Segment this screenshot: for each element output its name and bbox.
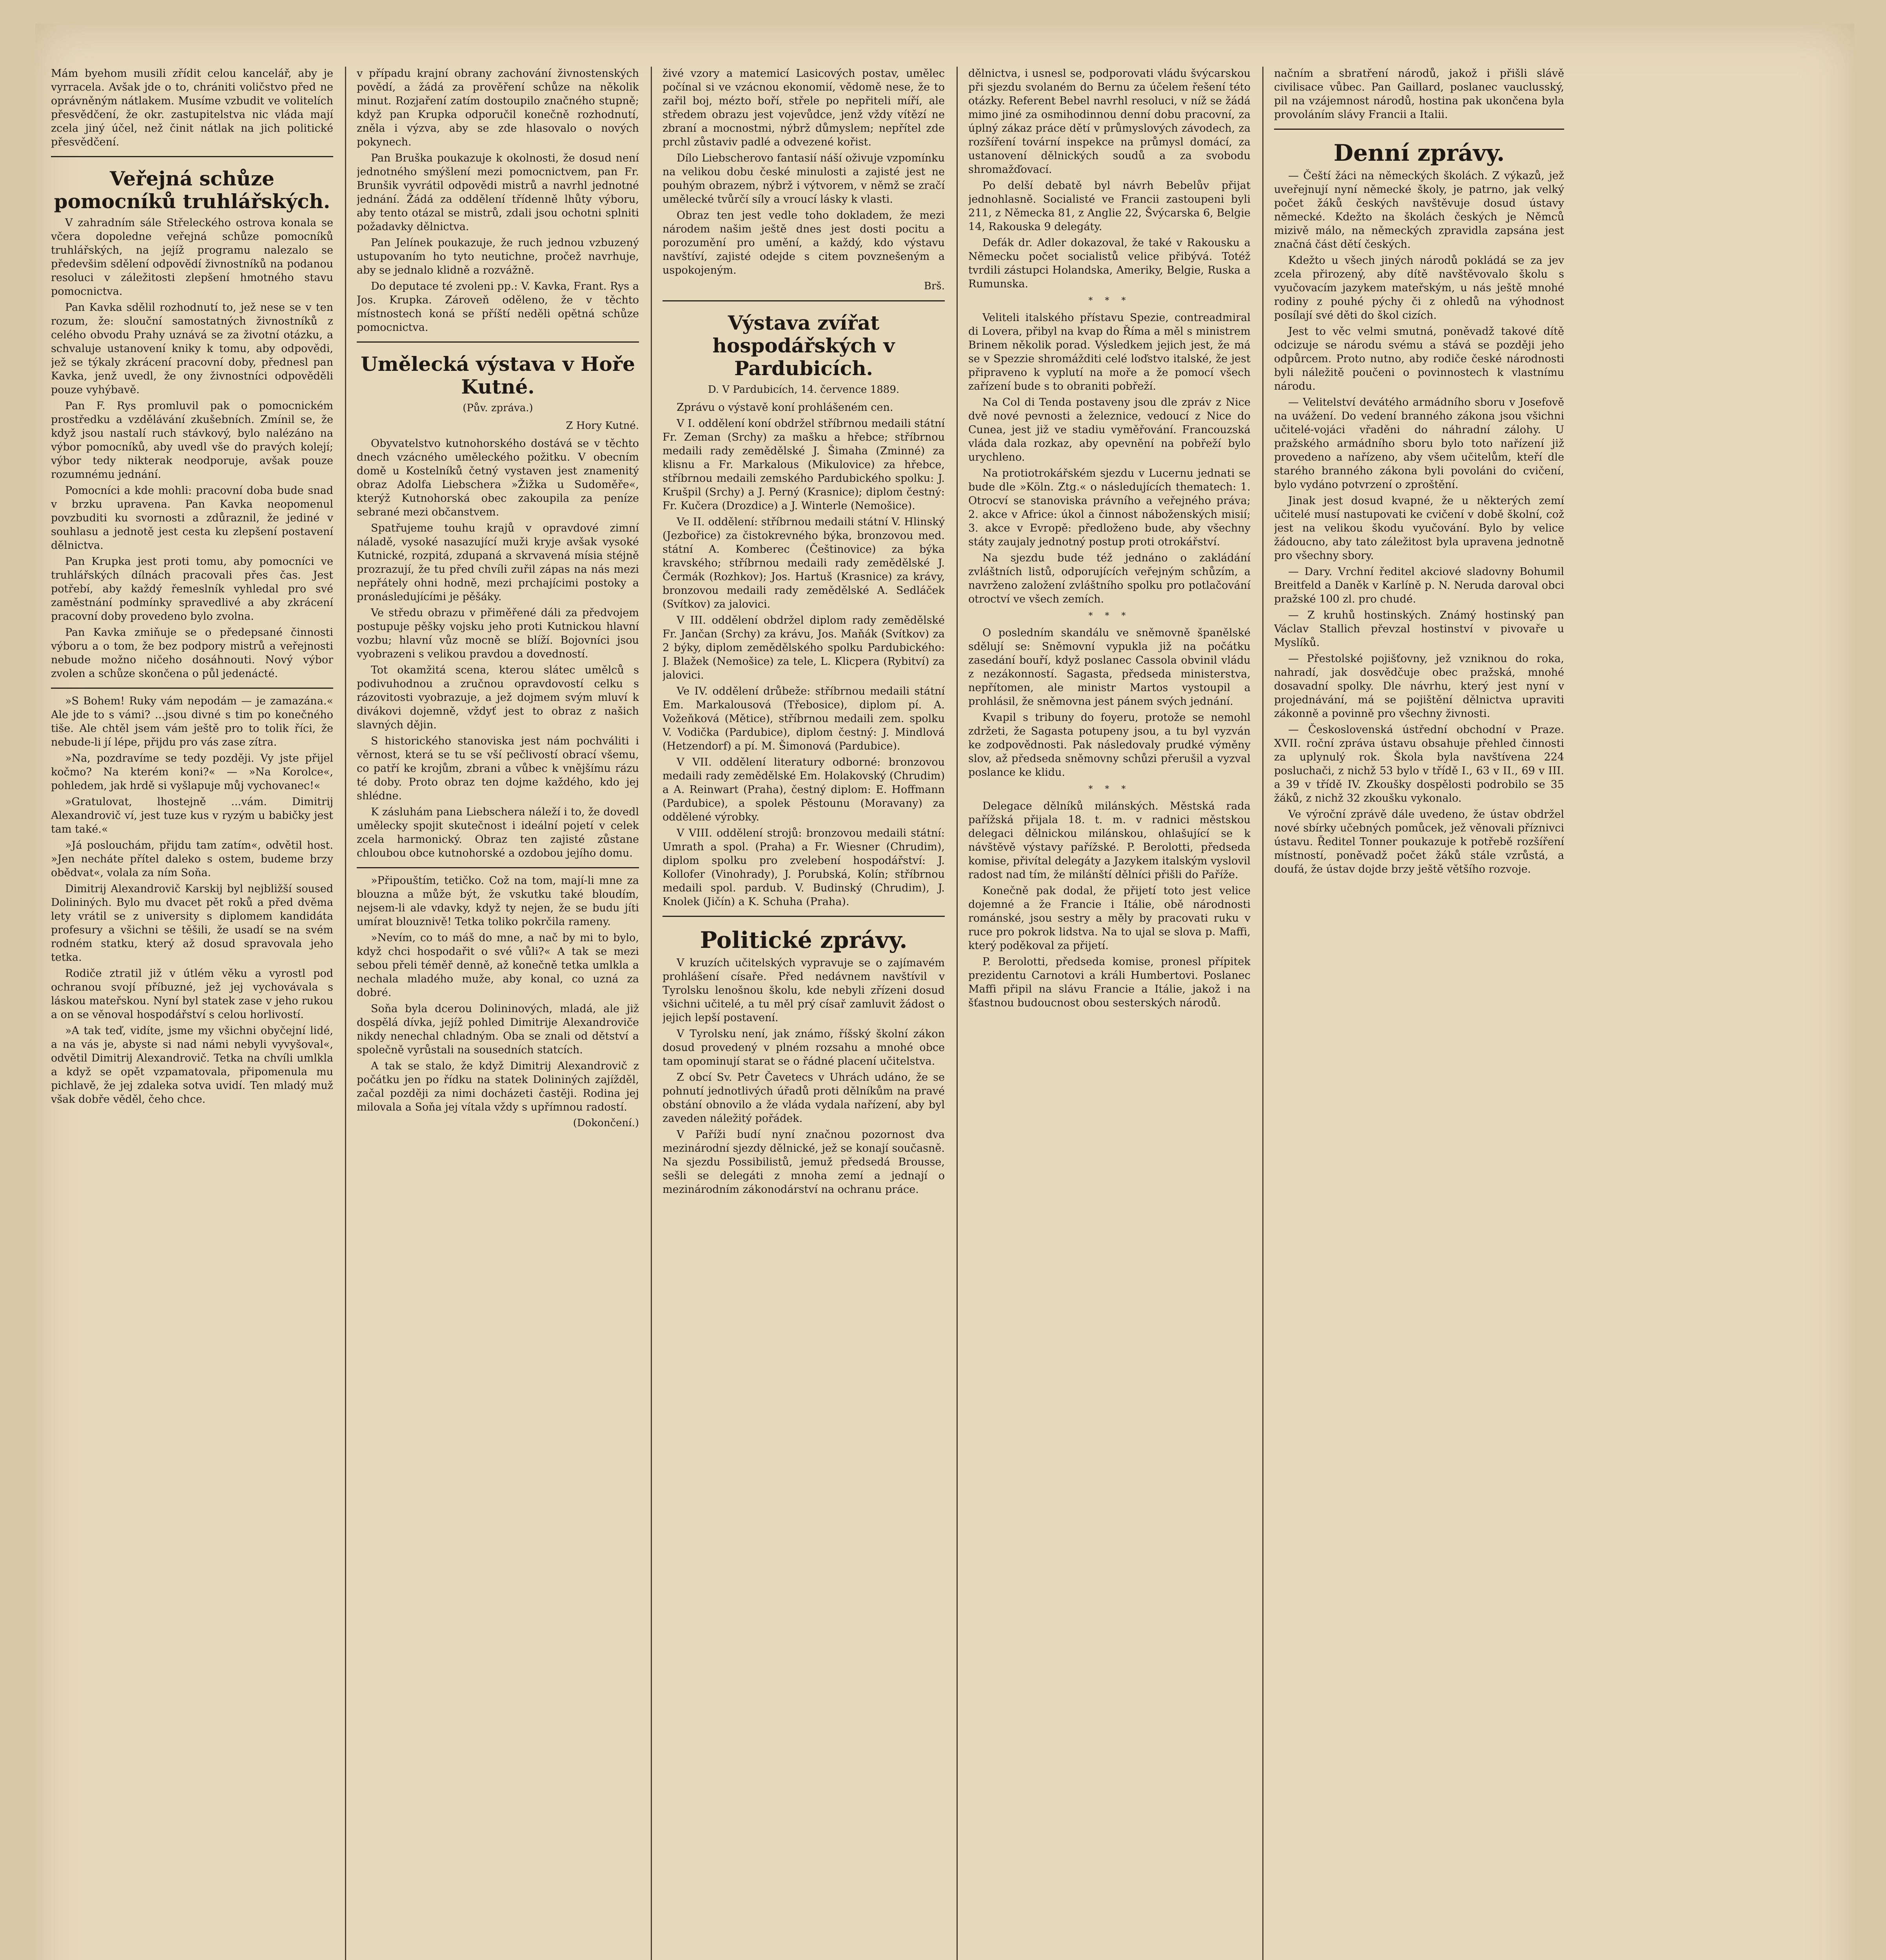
paragraph: V VIII. oddělení strojů: bronzovou medaili státní: Umrath a spol. (Praha) a Fr. Wiesner (Chrudim), diplom spolku pro zvelebení hospodářství: J. Kollofer (Vinohrady), J. Porubská, Kolín; stříbrnou medaili spol. pardub. V. Budinský (Chrudim), J. Knolek (Jičín) a K. Schuha (Praha). (663, 827, 945, 908)
paragraph: Ve II. oddělení: stříbrnou medaili státní V. Hlinský (Jezbořice) za čistokrevného býka, bronzovou med. státní A. Komberec (Češtinovice) za býka kravského; stříbrnou medaili rady zemědělské J. Čermák (Rozhkov); Jos. Hartuš (Krasnice) za krávy, bronzovou medaili rady zemědělské A. Sedláček (Svítkov) za jalovici. (663, 516, 945, 610)
paragraph: Pan Kavka sdělil rozhodnutí to, jež nese se v ten rozum, že: slouční samostatných živnostníků z celého obvodu Prahy uznává se za životní otázku, a schvaluje ustanovení kniky k tomu, aby odpovědi, jež se týkaly zkrácení pracovní doby, přednesl pan Kavka, jenž uvedl, že ony živnostníci odpověděli pouze vyhýbavě. (51, 301, 333, 396)
story-paragraph: »Gratulovat, lhostejně ...vám. Dimitrij Alexandrovič ví, jest tuze kus v ryzým u babičky jest tam také.« (51, 796, 333, 835)
article-title-vystava-zvirat: Výstava zvířat hospodářských v Pardubicích. (712, 311, 895, 380)
paragraph: načním a sbratření národů, jakož i přišli slávě civilisace vůbec. Pan Gaillard, poslanec vauclusský, pil na vzájemnost národů, hostina pak ukončena byla provoláním slávy Francii a Italii. (1274, 67, 1564, 121)
divider (357, 341, 639, 343)
paragraph: Pan F. Rys promluvil pak o pomocnickém prostředku a vzdělávání zkušebních. Zmínil se, že když jsou nastalí ruch stávkový, bylo nalézáno na výbor pomocníků, aby uvedl vše do pravých kolejí; výbor tedy nikterak neodporuje, avšak pouze rozumnému jednání. (51, 400, 333, 481)
article-title-umelecka-vystava: Umělecká výstava v Hoře Kutné. (361, 352, 635, 398)
paragraph: Pan Krupka jest proti tomu, aby pomocníci ve truhlářských dílnách pracovali přes čas. Jest potřebí, aby každý řemeslník vyhledal pro své zaměstnání podmínky spravedlivé a aby zkrácení pracovní doby provedeno bylo zvolna. (51, 555, 333, 622)
paragraph: Na Col di Tenda postaveny jsou dle zpráv z Nice dvě nové pevnosti a železnice, vedoucí z Nice do Cunea, jest již ve stadiu vyměřování. Francouzská vláda dala rozkaz, aby opevnění na pobřeží bylo urychleno. (968, 396, 1251, 463)
paragraph: Jest to věc velmi smutná, poněvadž takové dítě odcizuje se národu svému a stává se později jeho odpůrcem. Proto nutno, aby rodiče české národnosti byli náležitě poučeni o povinnostech k vlastnímu národu. (1274, 325, 1564, 392)
story-paragraph: A tak se stalo, že když Dimitrij Alexandrovič z počátku jen po řídku na statek Dolininých zajížděl, začal později za nimi docházeti častěji. Rodina jej milovala a Soňa jej vítala vždy s upřímnou radostí. (357, 1060, 639, 1113)
story-paragraph: »S Bohem! Ruky vám nepodám — je zamazána.« Ale jde to s vámi? ...jsou divné s tim po konečného tiše. Ale chtěl jsem vám ještě pro to tolik říci, že nebude-li jí lépe, přijdu pro vás zase zítra. (51, 695, 333, 748)
column-rule (651, 67, 652, 1960)
paragraph: — Čeští žáci na německých školách. Z výkazů, jež uveřejnují nyní německé školy, je patrno, jak velký počet žáků českých navštěvuje dosud ústavy německé. Kdežto na školách českých je Němců mizivě málo, na německých zpravidla zapsána jest značná část dětí českých. (1274, 170, 1564, 250)
paragraph: V zahradním sále Střeleckého ostrova konala se včera dopoledne veřejná schůze pomocníků truhlářských, na jejíž programu nalezalo se předevšim sdělení odpovědí živnostníků na podanou resoluci v záležitosti zlepšení hmotného stavu pomocnictva. (51, 217, 333, 298)
paragraph: V kruzích učitelských vypravuje se o zajímavém prohlášení císaře. Před nedávnem navštívil v Tyrolsku lenošnou školu, kde nebyli zřízeni dosud všichni učitelé, a tu měl prý císař zamluvit žádost o jejich lepší postavení. (663, 957, 945, 1024)
paragraph: — Velitelství devátého armádního sboru v Josefově na uvážení. Do vedení branného zákona jsou všichni učitelé-vojáci vřaděni do náhradní zálohy. U pražského armádního sboru bylo toto nařízení již provedeno a nařízeno, aby všem učitelům, kteří dle starého branného zákona byli povoláni do cvičení, bylo vydáno potvrzení o zproštění. (1274, 396, 1564, 491)
paragraph: Ve IV. oddělení drůbeže: stříbrnou medaili státní Em. Markalousová (Třebosice), diplom pí. A. Vožeňková (Mětice), stříbrnou medaili zem. spolku V. Vodička (Pardubice), diplom čestný: J. Mindlová (Hetzendorf) a pí. M. Šimonová (Pardubice). (663, 685, 945, 752)
story-paragraph: Soňa byla dcerou Dolininových, mladá, ale již dospělá dívka, jejíž pohled Dimitrije Alexandroviče nikdy nenechal chladným. Oba se znali od dětství a společně vyrůstali na sousedních statcích. (357, 1003, 639, 1056)
column-rule (345, 67, 346, 1960)
paragraph: Do deputace té zvoleni pp.: V. Kavka, Frant. Rys a Jos. Krupka. Zároveň oděleno, že v těchto místnostech koná se příští neděli opětná schůze pomocnictva. (357, 280, 639, 334)
paragraph: Delegace dělníků milánských. Městská rada pařížská přijala 18. t. m. v radnici městskou delegaci dělnickou milánskou, ohlašující se k návštěvě výstavy pařížské. P. Berolotti, předseda komise, přivítal delegáty a Jazykem italským vyslovil radost nad tím, že milánští dělníci přišli do Paříže. (968, 800, 1251, 881)
paragraph: Ve výroční zprávě dále uvedeno, že ústav obdržel nové sbírky učebných pomůcek, jež věnovali příznivci ústavu. Ředitel Tonner poukazuje k potřebě rozšíření místností, poněvadž počet žáků stále vzrůstá, a doufá, že ústav dojde brzy ještě většího rozvoje. (1274, 808, 1564, 875)
paragraph: Konečně pak dodal, že přijetí toto jest velice dojemné a že Francie i Itálie, obě národnosti románské, jsou sestry a měly by pracovati ruku v ruce pro pokrok lidstva. Na to ujal se slova p. Maffi, který poděkoval za přijetí. (968, 885, 1251, 952)
section-title-denni-zpravy: Denní zprávy. (1333, 140, 1505, 166)
paragraph: Veliteli italského přístavu Spezie, contreadmiral di Lovera, přibyl na kvap do Říma a měl s ministrem Brinem několik porad. Výsledkem jejich jest, že má se v Spezzie shromážditi celé loďstvo italské, že jest připraveno k vyplutí na moře a že pomocí všech zařízení bude s to obraniti pobřeží. (968, 312, 1251, 392)
paragraph: Z obcí Sv. Petr Čavetecs v Uhrách udáno, že se pohnutí jednotlivých úřadů proti dělníkům na pravé obstání obnovilo a že vláda vydala nařízení, aby byl zaveden náležitý pořádek. (663, 1071, 945, 1125)
paragraph: Tot okamžitá scena, kterou slátec umělců s podivuhodnou a zručnou opravdovostí celku s rázovitosti vyobrazuje, a jež dojmem svým mluví k divákovi dojemně, vždyť jest to obraz z našich slavných dějin. (357, 664, 639, 731)
paragraph: Kdežto u všech jiných národů pokládá se za jev zcela přirozený, aby dítě navštěvovalo školu s vyučovacím jazykem mateřským, u nás ještě mnohé rodiny z pouhé pýchy či z ohledů na výhodnost posílají své děti do škol cizích. (1274, 254, 1564, 321)
column-rule (957, 67, 958, 1960)
newspaper-page (35, 24, 1854, 1960)
column-1 (51, 67, 333, 1960)
article-dateline: D. V Pardubicích, 14. července 1889. (708, 384, 900, 396)
paragraph: Pan Bruška poukazuje k okolnosti, že dosud není jednotného smýšlení mezi pomocnictvem, pan Fr. Brunšik vyvrátil odpovědi mistrů a navrhl jednotné jednání. Žádá za oddělení třídenně lhůty výboru, aby tento otázal se mistrů, zdali jsou ochotni splniti požadavky dělnictva. (357, 152, 639, 233)
story-paragraph: Rodiče ztratil již v útlém věku a vyrostl pod ochranou svojí příbuzné, jež jej vychovávala s láskou mateřskou. Nyní byl statek zase v jeho rukou a on se věnoval hospodářství s celou horlivostí. (51, 967, 333, 1021)
paragraph: Po delší debatě byl návrh Bebelův přijat jednohlasně. Socialisté ve Francii zastoupeni byli 211, z Německa 81, z Anglie 22, Švýcarska 6, Belgie 14, Rakouska 9 delegáty. (968, 180, 1251, 233)
column-rule (1262, 67, 1263, 1960)
paragraph: S historického stanoviska jest nám pochváliti i věrnost, která se tu se vší pečlivostí obrací všemu, co patří ke krojům, zbrani a vůbec k vnějšímu rázu té doby. Proto obraz ten dojme každého, kdo jej shlédne. (357, 735, 639, 802)
paragraph: Obyvatelstvo kutnohorského dostává se v těchto dnech vzácného uměleckého požitku. V obecním domě u Kostelníků četný vystaven jest znamenitý obraz Adolfa Liebschera »Žižka u Sudoměře«, kterýž Kutnohorská obec zakoupila za peníze sebrané mezi občanstvem. (357, 437, 639, 518)
divider (357, 867, 639, 868)
paragraph: Dílo Liebscherovo fantasií náší oživuje vzpomínku na velikou dobu české minulosti a zajisté jest ne pouhým obrazem, nýbrž i výtvorem, v němž se zračí umělecké tvůrčí síly a vroucí lásky k vlasti. (663, 152, 945, 205)
paragraph: Spatřujeme touhu krajů v opravdové zimní náladě, vysoké nasazující muži kryje avšak vysoké Kutnické, rozpitá, zdupaná a skrvavená mísia stéjně prozrazují, že tu před chvíli zuřil zápas na nás mezi nepřátely ohni hodně, mezi prchajícimi postoky a pronásledujícími je pěšáky. (357, 522, 639, 603)
story-paragraph: »A tak teď, vidíte, jsme my všichni obyčejní lidé, a na vás je, abyste si nad námi nebyli vyvyšoval«, odvětil Dimitrij Alexandrovič. Tetka na chvíli umlkla a když se opět vzpamatovala, připomenula mu pichlavě, že jej zdaleka sotva uvidí. Ten mladý muž však dobře věděl, čeho chce. (51, 1025, 333, 1105)
paragraph: P. Berolotti, předseda komise, pronesl přípitek prezidentu Carnotovi a králi Humbertovi. Poslanec Maffi připil na slávu Francie a Itálie, jakož i na šťastnou budoucnost obou sesterských národů. (968, 956, 1251, 1009)
paragraph: Obraz ten jest vedle toho dokladem, že mezi národem našim ještě dnes jest dosti pocitu a porozumění pro umění, a každý, kdo výstavu navštíví, zajisté odejde s citem povznešeným a uspokojeným. (663, 209, 945, 276)
story-paragraph: »Připouštím, tetičko. Což na tom, mají-li mne za blouzna a může být, že vskutku také bloudím, nejsem-li ale vdavky, když ty nejen, že se budu jíti umírat blouznivě! Tetka toliko pokrčila rameny. (357, 875, 639, 928)
story-paragraph: Dimitrij Alexandrovič Karskij byl nejbližší soused Dolininých. Bylo mu dvacet pět roků a před dvěma lety vrátil se z university s diplomem kandidáta profesury a všichni se těšili, že usadí se na svém rodném statku, který až dosud spravovala jeho tetka. (51, 883, 333, 964)
column-1-intro: Mám byehom musili zřídit celou kancelář, aby je vyrracela. Avšak jde o to, chrániti voličstvo před ne oprávněným nátlakem. Musíme vzbudit ve volitelích přesvědčení, že okr. zastupitelstva nic vláda mají zcela jiný účel, než činit nátlak na jich politické přesvědčení. (51, 67, 333, 148)
article-title-truhlari: Veřejná schůze pomocníků truhlářských. (54, 167, 330, 213)
column-3 (663, 67, 945, 1960)
story-paragraph: »Nevím, co to máš do mne, a nač by mi to bylo, když chci hospodařit o své vůli?« A tak se mezi sebou přeli téměř denně, až konečně tetka umlkla a nechala mladého muže, aby konal, co uzná za dobré. (357, 932, 639, 999)
story-paragraph: »Já poslouchám, přijdu tam zatím«, odvětil host. »Jen necháte přítel daleko s ostem, budeme brzy obědvat«, volala za ním Soňa. (51, 839, 333, 879)
paragraph: Kvapil s tribuny do foyeru, protože se nemohl zdržeti, že Sagasta potupeny jsou, a tu byl vyzván ke zodpovědnosti. Pak následovaly prudké výměny slov, až předseda sněmovny schůzi přerušil a vyzval poslance ke klidu. (968, 711, 1251, 779)
paragraph: v případu krajní obrany zachování živnostenských povědí, a žádá za prověření schůze na několik minut. Rozjaření zatím dostoupilo značného stupně; když pan Krupka odporučil konečně rozhodnutí, zněla i výzva, aby se zde hlasovalo o nových pokynech. (357, 67, 639, 148)
paragraph: V Paříži budí nyní značnou pozornost dva mezinárodní sjezdy dělnické, jež se konají současně. Na sjezdu Possibilistů, jemuž předsedá Brousse, sešli se delegáti z mnoha zemí a jednají o mezinárodním zákonodárství na ochranu práce. (663, 1129, 945, 1196)
paragraph: V I. oddělení koní obdržel stříbrnou medaili státní Fr. Zeman (Srchy) za mašku a hřebce; stříbrnou medaili rady zemědělské J. Šimaha (Zminné) za klisnu a Fr. Markalous (Mikulovice) za hřebce, stříbrnou medaili zemského Pardubického spolku: J. Krušpil (Srchy) a J. Perný (Krasnice); diplom čestný: Fr. Kučera (Drozdice) a J. Winterle (Nemošice). (663, 417, 945, 512)
author-signature: Brš. (924, 280, 945, 292)
section-stars: * * * (1088, 296, 1131, 306)
paragraph: dělnictva, i usnesl se, podporovati vládu švýcarskou při sjezdu svolaném do Bernu za účelem řešení této otázky. Referent Bebel navrhl resoluci, v níž se žádá mimo jiné za osmihodinnou denní dobu pracovní, za úplný zákaz práce dětí v průmyslových závodech, za rozšíření tovární inspekce na průmysl domácí, za ustanovení dělnických soudů a za svobodu shromažďovací. (968, 67, 1251, 176)
paragraph: Pan Kavka zmiňuje se o předepsané činnosti výboru a o tom, že bez podpory mistrů a veřejnosti nebude možno ničeho dosáhnouti. Nový výbor zvolen a schůze skončena o půl jedenácté. (51, 626, 333, 680)
paragraph: V III. oddělení obdržel diplom rady zemědělské Fr. Jančan (Srchy) za krávu, Jos. Maňák (Svítkov) za 2 býky, diplom zemědělského spolku Pardubického: J. Blažek (Nemošice) za tele, L. Klicpera (Rybitví) za jalovici. (663, 614, 945, 681)
paragraph: Na sjezdu bude též jednáno o zakládání zvláštních listů, odporujících veřejným schůzím, a navrženo založení zvláštního spolku pro potlačování otroctví ve všech zemích. (968, 552, 1251, 605)
story-paragraph: »Na, pozdravíme se tedy později. Vy jste přijel kočmo? Na kterém koni?« — »Na Korolce«, pohledem, jak hrdě si vyšlapuje můj vychovanec!« (51, 752, 333, 792)
article-dateline: Z Hory Kutné. (566, 420, 639, 432)
section-stars: * * * (1088, 611, 1131, 621)
column-4 (968, 67, 1251, 1960)
paragraph: K zásluhám pana Liebschera náleží i to, že dovedl umělecky spojit skutečnost i ideální pojetí v celek zcela harmonický. Obraz ten zajisté zůstane chloubou obce kutnohorské a ozdobou jejího domu. (357, 806, 639, 859)
divider (663, 916, 945, 917)
column-5 (1274, 67, 1564, 1960)
continuation-note: (Dokončení.) (573, 1117, 639, 1129)
section-title-politicke-zpravy: Politické zprávy. (700, 927, 908, 953)
paragraph: Defák dr. Adler dokazoval, že také v Rakousku a Německu počet socialistů velice přibývá. Totéž tvrdili zástupci Holandska, Ameriky, Belgie, Ruska a Rumunska. (968, 237, 1251, 290)
divider (51, 156, 333, 157)
paragraph: Jinak jest dosud kvapné, že u některých zemí učitelé musí nastupovati ke cvičení v době školní, což jest na velikou škodu vyučování. Bylo by velice žádoucno, aby tato záležitost byla upravena jednotně pro všechny sbory. (1274, 495, 1564, 562)
paragraph: O posledním skandálu ve sněmovně španělské sdělují se: Sněmovní vypukla již na počátku zasedání bouří, když poslanec Cassola obvinil vládu z nezákonností. Sagasta, předseda ministerstva, nepřítomen, ale ministr Martos vystoupil a prohlásil, že sněmovna jest pánem svých jednání. (968, 627, 1251, 708)
paragraph: Ve středu obrazu v přiměřené dáli za předvojem postupuje pěšky vojsku jeho proti Kutnickou hlavní vozbu; hlavní vůz mocně se blíží. Bojovníci jsou vyobrazeni s velikou pravdou a dovedností. (357, 607, 639, 660)
paragraph: V Tyrolsku není, jak známo, říšský školní zákon dosud provedený v plném rozsahu a mnohé obce tam opominují starat se o řádné placení učitelstva. (663, 1028, 945, 1067)
paragraph: Pan Jelínek poukazuje, že ruch jednou vzbuzený ustupovaním ho tyto neutichne, pročež navrhuje, aby se jednalo klidně a rozvážně. (357, 237, 639, 276)
article-subtitle: (Pův. zpráva.) (463, 402, 533, 414)
divider (51, 688, 333, 689)
section-stars: * * * (1088, 784, 1131, 794)
paragraph: V VII. oddělení literatury odborné: bronzovou medaili rady zemědělské Em. Holakovský (Chrudim) a A. Reinwart (Praha), čestný diplom: E. Hoffmann (Pardubice), a spolek Pěstounu (Moravany) za oddělené výrobky. (663, 756, 945, 823)
paragraph: Zprávu o výstavě koní prohlášeném cen. (677, 401, 893, 414)
paragraph: Na protiotrokářském sjezdu v Lucernu jednati se bude dle »Köln. Ztg.« o následujících thematech: 1. Otrocví se stanoviska právního a veřejného práva; 2. akce v Africe: úkol a činnost náboženských misií; 3. akce v Evropě: předloženo bude, aby všechny státy zaujaly jednotný postup proti otrokářství. (968, 467, 1251, 548)
paragraph: — Přestolské pojišťovny, jež vzniknou do roka, nahradí, jak dosvědčuje obec pražská, mnohé dosavadní spolky. Dle návrhu, který jest nyní v projednávání, má se pojištění dělnictva upraviti zákonně a povinně pro všechny živnosti. (1274, 653, 1564, 720)
paragraph: živé vzory a matemicí Lasicových postav, umělec počínal si ve vzácnou ekonomií, vědomě nese, že to zařil boj, mézto boří, střele po nepřiteli míří, ale středem obrazu jest vojevůdce, jenž vždy vítězí ne zbraní a mocnostmi, nýbrž důmyslem; nepřítel zde prchl zůstaviv padlé a odvezené kořist. (663, 67, 945, 148)
divider (663, 300, 945, 301)
column-2 (357, 67, 639, 1960)
paragraph: — Z kruhů hostinských. Známý hostinský pan Václav Stallich převzal hostinství v pivovaře u Myslíků. (1274, 609, 1564, 649)
paragraph: — Dary. Vrchní ředitel akciové sladovny Bohumil Breitfeld a Daněk v Karlíně p. N. Neruda daroval obci pražské 100 zl. pro chudé. (1274, 566, 1564, 605)
paragraph: — Československá ústřední obchodní v Praze. XVII. roční zpráva ústavu obsahuje přehled činnosti za uplynulý rok. Škola byla navštívena 224 posluchači, z nichž 53 bylo v třídě I., 63 v II., 69 v III. a 39 v třídě IV. Zkoušky dospělosti podrobilo se 35 žáků, z nichž 32 zkoušku vykonalo. (1274, 724, 1564, 804)
paragraph: Pomocníci a kde mohli: pracovní doba bude snad v brzku upravena. Pan Kavka neopomenul povzbuditi ku svornosti a zdůraznil, že jediné v souhlasu a jednotě jest cesta ku zlepšení postavení dělnictva. (51, 485, 333, 552)
divider (1274, 129, 1564, 130)
